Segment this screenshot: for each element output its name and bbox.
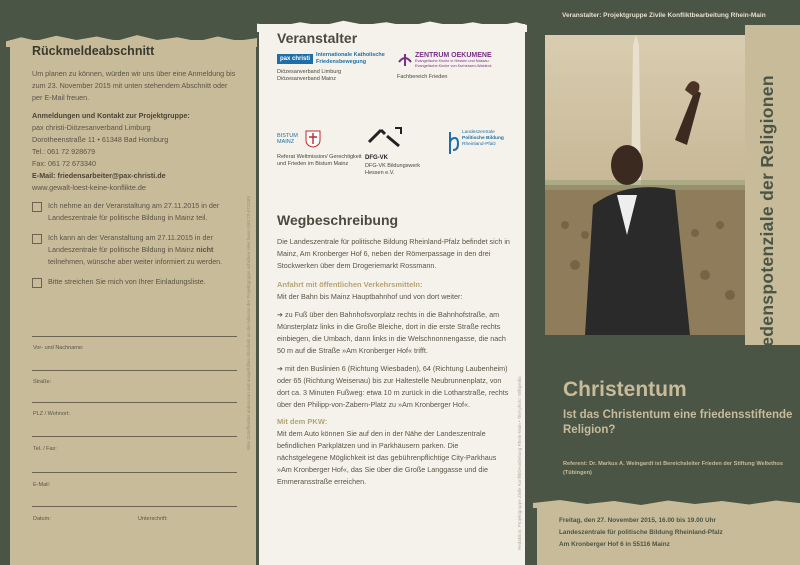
option-unsubscribe-label: Bitte streichen Sie mich von Ihrer Einladungsliste. bbox=[48, 277, 206, 286]
directions-title: Wegbeschreibung bbox=[277, 212, 399, 228]
bus-text: ➔ mit den Buslinien 6 (Richtung Wiesbaden), 64 (Richtung Laubenheim) oder 65 (Richtung Weisenau) bis zur Haltestelle Neubrunnenplatz, von dort ca. 3 Minuten Fußweg: etwa 10 m zurück in die Lotharstraße, rechts über den Philipp-von-Zabern-Platz zu »Am Kronberger Hof«. bbox=[277, 364, 509, 409]
field-line[interactable] bbox=[32, 336, 237, 337]
broken-rifle-icon bbox=[365, 124, 405, 150]
registration-panel bbox=[0, 0, 257, 565]
option-attend[interactable] bbox=[32, 200, 237, 224]
zentrum-oekumene-logo: ZENTRUM OEKUMENE Evangelische Kirche in Hessen und Nassau Evangelische Kirche von Kurhessen-Waldeck Fachbereich Frieden bbox=[397, 52, 512, 81]
side-note: Bitte Zutreffendes ankreuzen und ausgefüllten Abschnitt an die Adresse der Projektgruppe schicken oder faxen (06172-673340) bbox=[246, 195, 251, 450]
info-panel bbox=[257, 0, 527, 565]
field-line[interactable] bbox=[32, 506, 237, 507]
dfg-vk-caption: DFG-VK Bildungswerk Hessen e.V. bbox=[365, 163, 421, 176]
public-transport-heading: Anfahrt mit öffentlichen Verkehrsmitteln: bbox=[277, 280, 423, 289]
contact-web[interactable]: www.gewalt-loest-keine-konflikte.de bbox=[32, 183, 146, 192]
torn-edge bbox=[533, 498, 800, 508]
car-heading: Mit dem PKW: bbox=[277, 417, 328, 426]
speaker-photo-icon bbox=[545, 35, 745, 335]
contact-fax: Fax: 061 72 673340 bbox=[32, 159, 96, 168]
date-field-label: Datum: bbox=[33, 516, 51, 522]
registration-intro: Um planen zu können, würden wir uns über eine Anmeldung bis zum 23. November 2015 mit unten stehendem Abschnitt oder per E-Mail freuen. bbox=[32, 69, 236, 102]
email-field-label: E-Mail: bbox=[33, 482, 51, 488]
oekumene-caption: Fachbereich Frieden bbox=[397, 74, 448, 80]
crest-icon bbox=[305, 130, 321, 148]
checkbox[interactable] bbox=[32, 278, 42, 288]
organizer-logos bbox=[277, 52, 511, 202]
field-line[interactable] bbox=[32, 402, 237, 403]
contact-org: pax christi-Diözesanverband Limburg bbox=[32, 123, 151, 132]
city-field-label: PLZ / Wohnort: bbox=[33, 411, 70, 417]
option-not-attend[interactable] bbox=[32, 232, 237, 268]
pax-christi-caption: Diözesanverband Limburg Diözesanverband Mainz bbox=[277, 69, 342, 82]
bistum-caption: Referat Weltmission/ Gerechtigkeit und Frieden im Bistum Mainz bbox=[277, 154, 362, 167]
organizer-line: Veranstalter: Projektgruppe Zivile Konfliktbearbeitung Rhein-Main bbox=[562, 12, 766, 19]
phone-field-label: Tel. / Fax: bbox=[33, 446, 57, 452]
landeszentrale-logo: Landeszentrale Politische Bildung Rheinland-Pfalz bbox=[447, 130, 513, 156]
event-details bbox=[537, 505, 800, 565]
field-line[interactable] bbox=[32, 436, 237, 437]
checkbox[interactable] bbox=[32, 234, 42, 244]
pax-christi-icon: pax christi bbox=[277, 54, 313, 64]
registration-title: Rückmeldeabschnitt bbox=[32, 44, 155, 58]
option-attend-label: Ich nehme an der Veranstaltung am 27.11.2015 in der Landeszentrale für politische Bildung in Mainz teil. bbox=[48, 201, 220, 222]
event-title: Christentum bbox=[563, 378, 687, 401]
walk-text: ➔ zu Fuß über den Bahnhofsvorplatz rechts in die Bahnhofstraße, am Münsterplatz links in die Große Bleiche, dort in die erste Straße rechts einbiegen, die Umbach, dann links in die Welschnonnengasse, die nach 50 m auf die Straße »Am Kronberger Hof« trifft. bbox=[277, 310, 506, 355]
option-unsubscribe[interactable] bbox=[32, 276, 237, 288]
field-line[interactable] bbox=[32, 370, 237, 371]
dfg-vk-logo: DFG-VK DFG-VK Bildungswerk Hessen e.V. bbox=[365, 124, 429, 177]
directions-intro: Die Landeszentrale für politische Bildung Rheinland-Pfalz befindet sich in Mainz, Am Kronberger Hof 6, neben der Römerpassage in den drei Stockwerken über dem Drogeriemarkt Rossmann. bbox=[277, 237, 510, 270]
name-field-label: Vor- und Nachname: bbox=[33, 345, 84, 351]
contact-heading: Anmeldungen und Kontakt zur Projektgruppe: bbox=[32, 111, 190, 120]
pax-christi-logo: pax christi Internationale Katholische Friedensbewegung Diözesanverband Limburg Diözesanverband Mainz bbox=[277, 52, 395, 83]
signature-field-label: Unterschrift: bbox=[138, 516, 168, 522]
event-venue: Landeszentrale für politische Bildung Rheinland-Pfalz bbox=[559, 529, 723, 536]
organizers-title: Veranstalter bbox=[277, 30, 358, 46]
credits-side-note: Redaktion: Projektgruppe Zivile Konfliktbearbeitung Rhein-Main • Titel-photo: Wikipedia bbox=[517, 376, 522, 550]
car-text: Mit dem Auto können Sie auf den in der Nähe der Landeszentrale befindlichen Parkplätzen und in Parkhäusern parken. Die nächstgelegene Möglichkeit ist das gebührenpflichtige City-Parkhaus »Am Kronberger Hof«, das Sie über die Große Langgasse und die Emmeransstraße erreichen. bbox=[277, 429, 497, 486]
cover-photo bbox=[545, 35, 745, 335]
oekumene-icon bbox=[397, 52, 413, 68]
contact-tel: Tel.: 061 72 928679 bbox=[32, 147, 96, 156]
series-title: Friedenspotenziale der Religionen bbox=[757, 75, 777, 370]
bistum-mainz-logo: BISTUM MAINZ Referat Weltmission/ Gerechtigkeit und Frieden im Bistum Mainz bbox=[277, 130, 363, 168]
cover-panel bbox=[527, 0, 800, 565]
checkbox[interactable] bbox=[32, 202, 42, 212]
landeszentrale-icon bbox=[447, 130, 459, 156]
contact-email[interactable]: E-Mail: friedensarbeiter@pax-christi.de bbox=[32, 171, 166, 180]
event-address: Am Kronberger Hof 6 in 55116 Mainz bbox=[559, 541, 670, 548]
speaker-info: Referent: Dr. Markus A. Weingardt ist Bereichsleiter Frieden der Stiftung Weltethos (Tübingen) bbox=[563, 461, 783, 476]
event-subtitle: Ist das Christentum eine friedensstiftende Religion? bbox=[563, 409, 793, 436]
train-text: Mit der Bahn bis Mainz Hauptbahnhof und von dort weiter: bbox=[277, 292, 463, 301]
event-date: Freitag, den 27. November 2015, 16.00 bis 19.00 Uhr bbox=[559, 517, 717, 524]
option-not-attend-label: Ich kann an der Veranstaltung am 27.11.2015 in der Landeszentrale für politische Bildung in Mainz nicht teilnehmen, wünsche aber weiter informiert zu werden. bbox=[48, 233, 223, 266]
contact-street: Dorotheenstraße 11 • 61348 Bad Homburg bbox=[32, 135, 169, 144]
field-line[interactable] bbox=[32, 472, 237, 473]
street-field-label: Straße: bbox=[33, 379, 52, 385]
